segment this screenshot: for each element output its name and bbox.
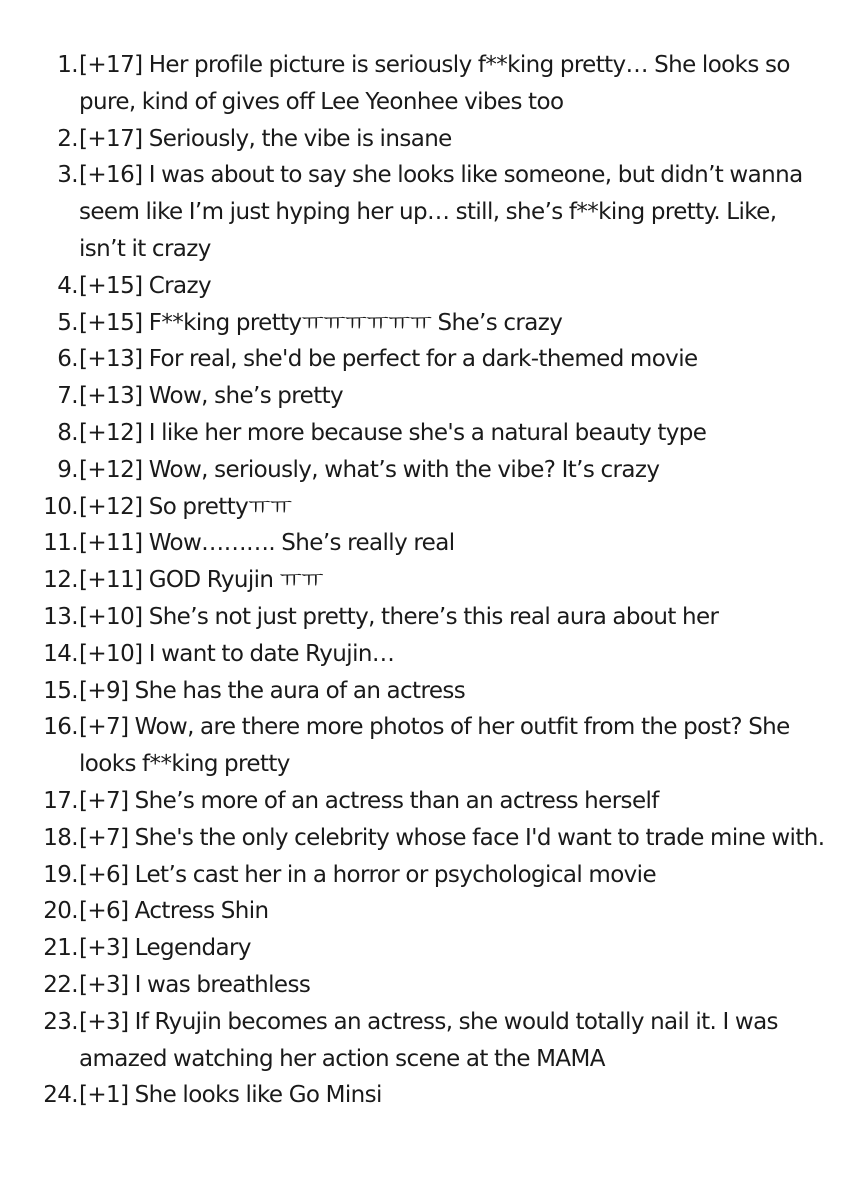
comment-item	[0, 709, 848, 783]
comment-item	[0, 341, 848, 378]
comment-number: 7.	[57, 383, 78, 410]
comment-text: [+11] GOD Ryujin ㅠㅠ	[79, 567, 323, 594]
comment-text: [+12] So prettyㅠㅠ	[79, 493, 292, 520]
comment-number: 4.	[57, 272, 78, 299]
comment-text: [+6] Actress Shin	[79, 898, 269, 925]
comment-text: [+13] For real, she'd be perfect for a dark-themed movie	[79, 346, 698, 373]
comment-item	[0, 636, 848, 673]
comment-item	[0, 967, 848, 1004]
comment-number: 21.	[43, 935, 78, 962]
comment-number: 12.	[43, 567, 78, 594]
comment-item	[0, 47, 848, 121]
comment-text: [+16] I was about to say she looks like someone, but didn’t wanna seem like I’m just hyping her up… still, she’s f**king pretty. Like, isn’t it crazy	[79, 162, 803, 262]
comment-text: [+17] Seriously, the vibe is insane	[79, 125, 452, 152]
comment-item	[0, 1004, 848, 1078]
comment-item	[0, 452, 848, 489]
comment-text: [+15] Crazy	[79, 272, 211, 299]
comment-item	[0, 489, 848, 526]
comment-text: [+1] She looks like Go Minsi	[79, 1082, 382, 1109]
comment-number: 14.	[43, 640, 78, 667]
comment-item	[0, 673, 848, 710]
comment-item	[0, 893, 848, 930]
comment-item	[0, 857, 848, 894]
comment-text: [+7] She’s more of an actress than an actress herself	[79, 787, 659, 814]
comment-number: 10.	[43, 493, 78, 520]
comment-number: 18.	[43, 824, 78, 851]
comment-text: [+10] She’s not just pretty, there’s this real aura about her	[79, 603, 719, 630]
comment-item	[0, 157, 848, 267]
comment-text: [+17] Her profile picture is seriously f**king pretty… She looks so pure, kind of gives off Lee Yeonhee vibes too	[79, 52, 790, 115]
comment-item	[0, 121, 848, 158]
comment-text: [+6] Let’s cast her in a horror or psychological movie	[79, 861, 657, 888]
comment-text: [+7] She's the only celebrity whose face I'd want to trade mine with.	[79, 824, 825, 851]
comment-number: 5.	[57, 309, 78, 336]
comment-number: 9.	[57, 456, 78, 483]
comment-item	[0, 599, 848, 636]
comment-item	[0, 1077, 848, 1114]
comment-number: 19.	[43, 861, 78, 888]
comment-number: 2.	[57, 125, 78, 152]
comment-item	[0, 783, 848, 820]
comment-number: 3.	[57, 162, 78, 189]
comment-item	[0, 930, 848, 967]
comment-number: 11.	[43, 530, 78, 557]
comment-text: [+3] Legendary	[79, 935, 251, 962]
comment-text: [+11] Wow………. She’s really real	[79, 530, 455, 557]
comment-text: [+9] She has the aura of an actress	[79, 677, 466, 704]
comment-text: [+15] F**king prettyㅠㅠㅠㅠㅠㅠ She’s crazy	[79, 309, 563, 336]
comment-item	[0, 378, 848, 415]
comment-item	[0, 525, 848, 562]
comment-text: [+10] I want to date Ryujin…	[79, 640, 395, 667]
comment-number: 22.	[43, 971, 78, 998]
comment-number: 24.	[43, 1082, 78, 1109]
comment-number: 13.	[43, 603, 78, 630]
comment-number: 16.	[43, 714, 78, 741]
comment-number: 17.	[43, 787, 78, 814]
comment-text: [+3] If Ryujin becomes an actress, she would totally nail it. I was amazed watching her action scene at the MAMA	[79, 1008, 778, 1072]
comment-number: 23.	[43, 1008, 78, 1035]
comment-item	[0, 562, 848, 599]
comment-text: [+12] Wow, seriously, what’s with the vibe? It’s crazy	[79, 456, 660, 483]
comment-number: 20.	[43, 898, 78, 925]
comment-number: 15.	[43, 677, 78, 704]
comment-text: [+13] Wow, she’s pretty	[79, 383, 344, 410]
comment-number: 1.	[57, 52, 78, 78]
comment-number: 8.	[57, 419, 78, 446]
comment-number: 6.	[57, 346, 78, 373]
comment-item	[0, 305, 848, 342]
comment-item	[0, 268, 848, 305]
comment-text: [+7] Wow, are there more photos of her outfit from the post? She looks f**king pretty	[79, 714, 790, 778]
comment-text: [+12] I like her more because she's a natural beauty type	[79, 419, 707, 446]
comment-list	[0, 47, 848, 1114]
comment-item	[0, 820, 848, 857]
comment-text: [+3] I was breathless	[79, 971, 311, 998]
comment-item	[0, 415, 848, 452]
